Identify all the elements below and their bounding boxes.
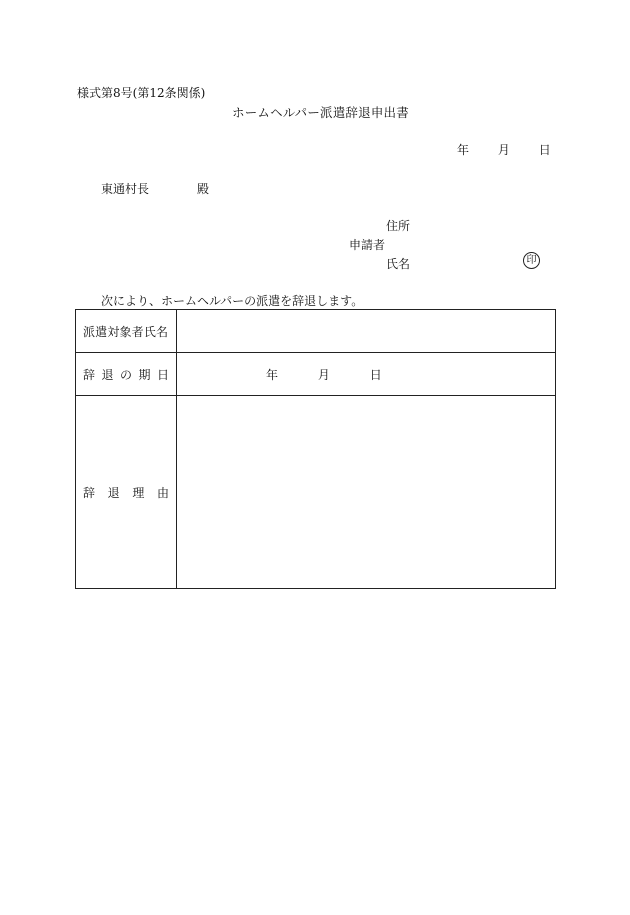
withdrawal-form-table [75,309,556,589]
withdrawal-reason-label: 辞退理由 [83,485,169,500]
submission-date [457,141,551,158]
withdrawal-day-label: 日 [369,367,382,382]
target-person-label-cell [76,310,177,353]
withdrawal-month-label: 月 [317,367,330,382]
date-month-label: 月 [497,143,510,157]
addressee-honorific: 殿 [197,182,210,196]
addressee-name: 東通村長 [101,182,150,196]
table-row [76,310,556,353]
applicant-label: 申請者 [349,238,386,252]
date-day-label: 日 [538,143,551,157]
seal-mark: 印 [523,252,540,269]
document-title: ホームヘルパー派遣辞退申出書 [232,105,409,120]
withdrawal-year-label: 年 [266,367,279,382]
table-row [76,396,556,589]
address-label: 住所 [386,219,411,233]
target-person-name-field[interactable] [177,310,556,353]
name-label: 氏名 [386,257,411,271]
withdrawal-date-label: 辞退の期日 [83,367,169,382]
target-person-label: 派遣対象者氏名 [83,324,168,339]
withdrawal-date-label-cell [76,353,177,396]
date-year-label: 年 [457,143,470,157]
addressee [101,180,209,197]
intro-text: 次により、ホームヘルパーの派遣を辞退します。 [101,294,364,308]
form-number: 様式第8号(第12条関係) [77,86,206,100]
table-row [76,353,556,396]
withdrawal-reason-label-cell [76,396,177,589]
withdrawal-reason-field[interactable] [177,396,556,589]
withdrawal-date-field[interactable] [177,353,556,396]
